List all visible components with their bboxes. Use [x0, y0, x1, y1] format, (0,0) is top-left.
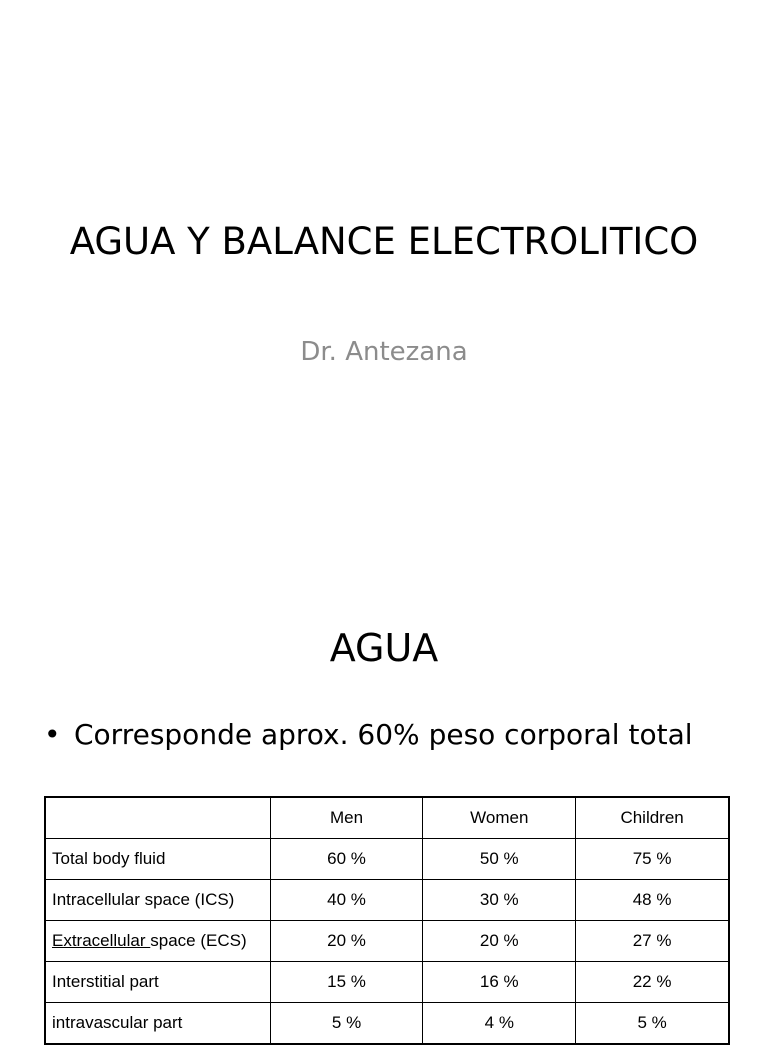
body-fluid-table	[44, 796, 730, 1045]
cell-men: 40 %	[270, 880, 423, 921]
presentation-author: Dr. Antezana	[300, 337, 468, 367]
table-row	[45, 1003, 729, 1045]
cell-men: 5 %	[270, 1003, 423, 1045]
cell-children: 5 %	[576, 1003, 729, 1045]
cell-women: 50 %	[423, 839, 576, 880]
cell-men: 15 %	[270, 962, 423, 1003]
cell-women: 20 %	[423, 921, 576, 962]
row-label: intravascular part	[45, 1003, 270, 1045]
table-row	[45, 921, 729, 962]
cell-children: 75 %	[576, 839, 729, 880]
table-row	[45, 880, 729, 921]
table-header-row	[45, 797, 729, 839]
row-label: Intracellular space (ICS)	[45, 880, 270, 921]
cell-women: 30 %	[423, 880, 576, 921]
row-label: Extracellular space (ECS)	[45, 921, 270, 962]
cell-women: 16 %	[423, 962, 576, 1003]
cell-children: 48 %	[576, 880, 729, 921]
slide-heading: AGUA	[329, 626, 439, 670]
header-cell-children: Children	[576, 797, 729, 839]
table-row	[45, 839, 729, 880]
row-label: Interstitial part	[45, 962, 270, 1003]
cell-men: 60 %	[270, 839, 423, 880]
cell-men: 20 %	[270, 921, 423, 962]
bullet-dot-icon: •	[44, 718, 61, 751]
bullet-point	[44, 716, 693, 754]
bullet-text: Corresponde aprox. 60% peso corporal total	[74, 718, 693, 751]
table-row	[45, 962, 729, 1003]
slide-agua	[0, 576, 768, 1032]
header-cell-men: Men	[270, 797, 423, 839]
header-cell-women: Women	[423, 797, 576, 839]
cell-women: 4 %	[423, 1003, 576, 1045]
cell-children: 27 %	[576, 921, 729, 962]
header-cell-empty	[45, 797, 270, 839]
presentation-title: AGUA Y BALANCE ELECTROLITICO	[69, 220, 699, 263]
row-label: Total body fluid	[45, 839, 270, 880]
cell-children: 22 %	[576, 962, 729, 1003]
